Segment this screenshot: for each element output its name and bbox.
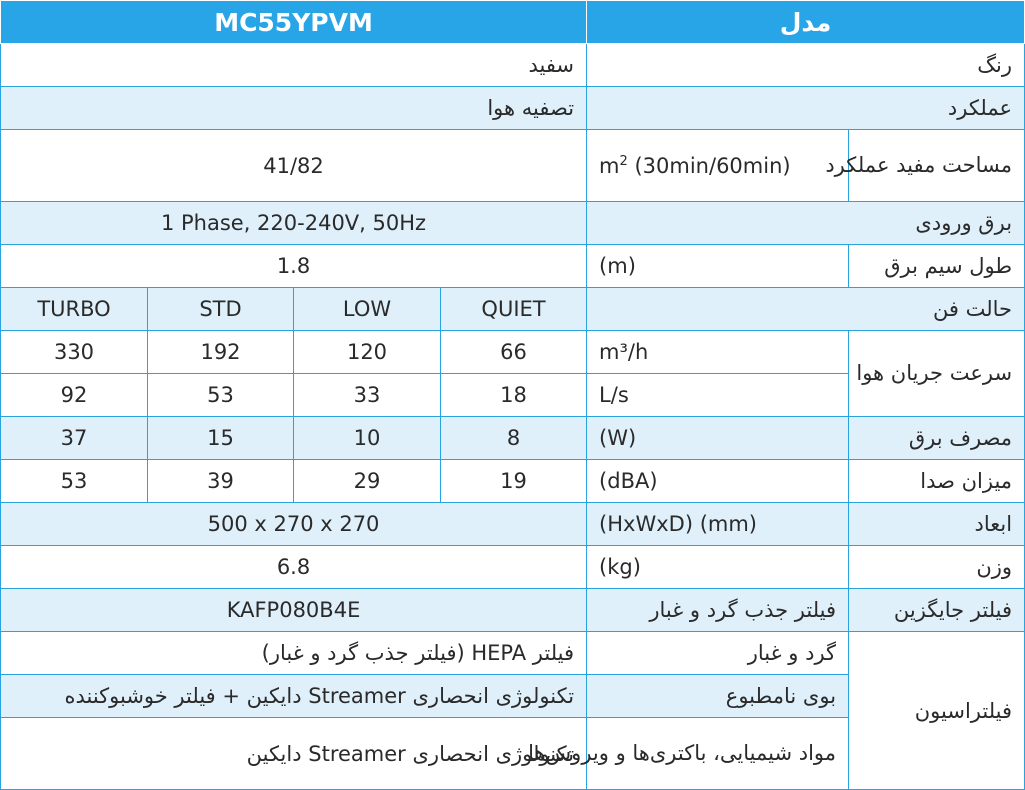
filtration-dust-value: فیلتر HEPA (فیلتر جذب گرد و غبار) [1, 632, 587, 675]
fan-mode-label: حالت فن [587, 288, 1025, 331]
airflow-m3h-low: 120 [294, 331, 441, 374]
model-code: MC55YPVM [1, 1, 587, 44]
function-label: عملکرد [587, 87, 1025, 130]
weight-value: 6.8 [1, 546, 587, 589]
dimensions-unit: (HxWxD) (mm) [587, 503, 849, 546]
row-filtration-dust [1, 632, 1025, 675]
replacement-filter-label: فیلتر جایگزین [849, 589, 1025, 632]
consumption-label: مصرف برق [849, 417, 1025, 460]
noise-label: میزان صدا [849, 460, 1025, 503]
area-unit: $m^2$ (30min/60min) [587, 130, 849, 202]
filtration-odor-label: بوی نامطبوع [587, 675, 849, 718]
filtration-odor-value: تکنولوژی انحصاری Streamer دایکین + فیلتر خوشبوکننده [1, 675, 587, 718]
model-label: مدل [587, 1, 1025, 44]
row-replacement-filter [1, 589, 1025, 632]
row-color [1, 44, 1025, 87]
fan-mode-quiet: QUIET [441, 288, 587, 331]
color-value: سفید [1, 44, 587, 87]
consumption-turbo: 37 [1, 417, 148, 460]
row-dimensions [1, 503, 1025, 546]
noise-low: 29 [294, 460, 441, 503]
weight-label: وزن [849, 546, 1025, 589]
row-function [1, 87, 1025, 130]
noise-turbo: 53 [1, 460, 148, 503]
filtration-chemicals-value: تکنولوژی انحصاری Streamer دایکین [1, 718, 587, 790]
airflow-m3h-quiet: 66 [441, 331, 587, 374]
cord-unit: (m) [587, 245, 849, 288]
cord-label: طول سیم برق [849, 245, 1025, 288]
noise-unit: (dBA) [587, 460, 849, 503]
airflow-m3h-turbo: 330 [1, 331, 148, 374]
row-power-input [1, 202, 1025, 245]
function-value: تصفیه هوا [1, 87, 587, 130]
cord-value: 1.8 [1, 245, 587, 288]
airflow-m3h-std: 192 [148, 331, 294, 374]
noise-std: 39 [148, 460, 294, 503]
consumption-low: 10 [294, 417, 441, 460]
row-cord [1, 245, 1025, 288]
fan-mode-std: STD [148, 288, 294, 331]
row-weight [1, 546, 1025, 589]
filtration-label: فیلتراسیون [849, 632, 1025, 790]
row-noise [1, 460, 1025, 503]
area-label: مساحت مفید عملکرد [849, 130, 1025, 202]
row-fan-mode [1, 288, 1025, 331]
filtration-chemicals-label: مواد شیمیایی، باکتری‌ها و ویروس‌ها [587, 718, 849, 790]
airflow-m3h-unit: m³/h [587, 331, 849, 374]
area-value: 41/82 [1, 130, 587, 202]
dimensions-label: ابعاد [849, 503, 1025, 546]
fan-mode-turbo: TURBO [1, 288, 148, 331]
fan-mode-low: LOW [294, 288, 441, 331]
consumption-quiet: 8 [441, 417, 587, 460]
power-input-value: 1 Phase, 220-240V, 50Hz [1, 202, 587, 245]
filtration-dust-label: گرد و غبار [587, 632, 849, 675]
noise-quiet: 19 [441, 460, 587, 503]
airflow-ls-std: 53 [148, 374, 294, 417]
row-area [1, 130, 1025, 202]
consumption-unit: (W) [587, 417, 849, 460]
airflow-ls-low: 33 [294, 374, 441, 417]
airflow-ls-turbo: 92 [1, 374, 148, 417]
row-airflow-m3h [1, 331, 1025, 374]
dimensions-value: 500 x 270 x 270 [1, 503, 587, 546]
airflow-ls-quiet: 18 [441, 374, 587, 417]
power-input-label: برق ورودی [587, 202, 1025, 245]
color-label: رنگ [587, 44, 1025, 87]
weight-unit: (kg) [587, 546, 849, 589]
replacement-filter-value: KAFP080B4E [1, 589, 587, 632]
header-row [1, 1, 1025, 44]
airflow-label: سرعت جریان هوا [849, 331, 1025, 417]
replacement-filter-sublabel: فیلتر جذب گرد و غبار [587, 589, 849, 632]
row-consumption [1, 417, 1025, 460]
consumption-std: 15 [148, 417, 294, 460]
airflow-ls-unit: L/s [587, 374, 849, 417]
